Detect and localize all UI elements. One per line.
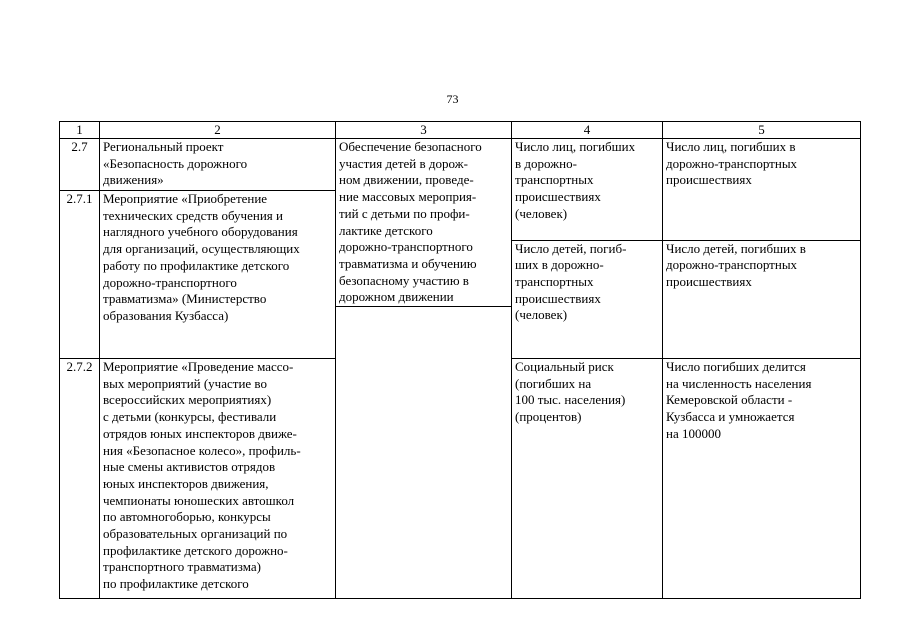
row-number-2-7: 2.7 (60, 139, 100, 191)
column-header-5: 5 (663, 122, 861, 139)
column-header-3: 3 (336, 122, 512, 139)
row-number-2-7-2: 2.7.2 (60, 359, 100, 599)
indicator-1-method: Число лиц, погибших в дорожно-транспортных происшествиях (663, 139, 861, 241)
row-name-2-7-2: Мероприятие «Проведение массо- вых мероприятий (участие во всероссийских мероприятиях) с детьми (конкурсы, фестивали отрядов юных инспекторов движе- ния «Безопасное колесо», профиль- ные смены активистов отрядов юных инспекторов движения, чемпионаты юношеских автошкол по автомногоборью, конкурсы образовательных организаций по профилактике детского дорожно- транспортного травматизма) по профилактике детского (100, 359, 336, 599)
row-name-2-7: Региональный проект «Безопасность дорожного движения» (100, 139, 336, 191)
goal-continuation (336, 307, 512, 599)
row-number-2-7-1: 2.7.1 (60, 191, 100, 359)
table-header-row (60, 122, 861, 139)
column-header-2: 2 (100, 122, 336, 139)
table-row (60, 139, 861, 191)
row-name-2-7-1: Мероприятие «Приобретение технических средств обучения и наглядного учебного оборудования для организаций, осуществляющих работу по профилактике детского дорожно-транспортного травматизма» (Министерство образования Кузбасса) (100, 191, 336, 359)
goal-cell: Обеспечение безопасного участия детей в дорож- ном движении, проведе- ние массовых мероприя- тий с детьми по профи- лактике детского дорожно-транспортного травматизма и обучению безопасному участию в дорожном движении (336, 139, 512, 307)
column-header-4: 4 (512, 122, 663, 139)
indicator-1-name: Число лиц, погибших в дорожно- транспортных происшествиях (человек) (512, 139, 663, 241)
indicator-3-method: Число погибших делится на численность населения Кемеровской области - Кузбасса и умножается на 100000 (663, 359, 861, 599)
indicator-2-name: Число детей, погиб- ших в дорожно- транспортных происшествиях (человек) (512, 240, 663, 359)
indicator-3-name: Социальный риск (погибших на 100 тыс. населения) (процентов) (512, 359, 663, 599)
page-number: 73 (446, 92, 459, 106)
column-header-1: 1 (60, 122, 100, 139)
indicator-2-method: Число детей, погибших в дорожно-транспортных происшествиях (663, 240, 861, 359)
program-table (59, 121, 861, 599)
